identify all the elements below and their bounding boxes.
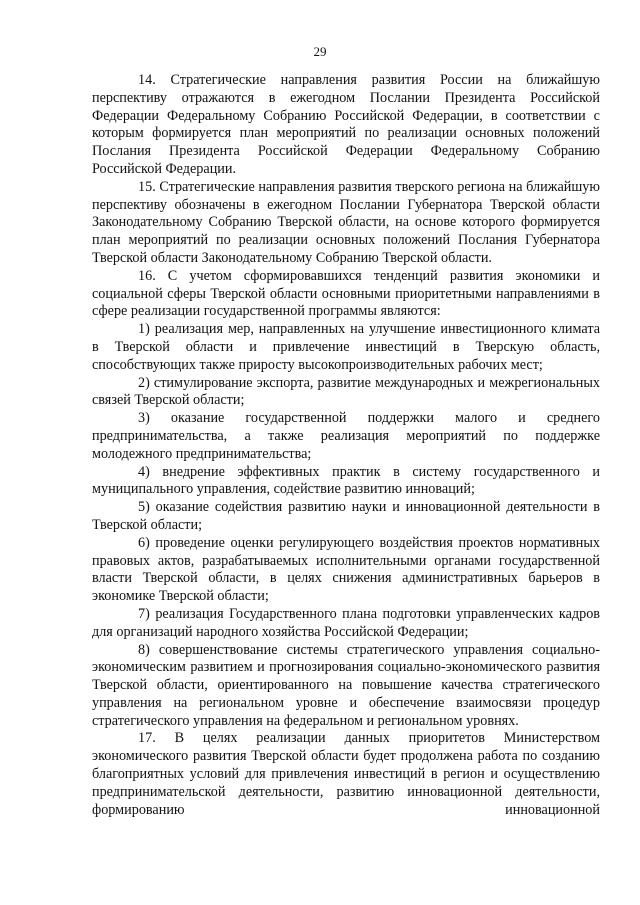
list-item-1: 1) реализация мер, направленных на улучшение инвестиционного климата в Тверской области и привлечение инвестиций в Тверскую область, способствующих также приросту высокопроизводительных рабочих мест; [92, 321, 600, 373]
list-item-3: 3) оказание государственной поддержки малого и среднего предпринимательства, а также реализация мероприятий по поддержке молодежного предпринимательства; [92, 410, 600, 462]
paragraph-17: 17. В целях реализации данных приоритетов Министерством экономического развития Тверской области будет продолжена работа по созданию благоприятных условий для привлечения инвестиций в регион и осуществлению предпринимательской деятельности, развитию инновационной деятельности, формированию инновационной [92, 730, 600, 818]
page-number: 29 [313, 44, 327, 59]
paragraph-15: 15. Стратегические направления развития тверского региона на ближайшую перспективу обозначены в ежегодном Послании Губернатора Тверской области Законодательному Собранию Тверской области, на основе которого формируется план мероприятий по реализации основных положений Послания Губернатора Тверской области Законодательному Собранию Тверской области. [92, 178, 600, 266]
list-item-5: 5) оказание содействия развитию науки и инновационной деятельности в Тверской области; [92, 499, 600, 533]
list-item-6: 6) проведение оценки регулирующего воздействия проектов нормативных правовых актов, разрабатываемых исполнительными органами государственной власти Тверской области, в целях снижения административных барьеров в экономике Тверской области; [92, 534, 600, 605]
list-item-4: 4) внедрение эффективных практик в систему государственного и муниципального управления, содействие развитию инноваций; [92, 463, 600, 498]
list-item-7: 7) реализация Государственного плана подготовки управленческих кадров для организаций народного хозяйства Российской Федерации; [92, 605, 600, 640]
paragraph-14: 14. Стратегические направления развития России на ближайшую перспективу отражаются в ежегодном Послании Президента Российской Федерации Федеральному Собранию Российской Федерации, в соответствии с которым формируется план мероприятий по реализации основных положений Послания Президента Российской Федерации Федеральному Собранию Российской Федерации. [92, 72, 600, 177]
list-item-8: 8) совершенствование системы стратегического управления социально-экономическим развитием и прогнозирования социально-экономического развития Тверской области, ориентированного на повышение качества стратегического управления на региональном уровне и обеспечение взаимосвязи процедур стратегического управления на федеральном и региональном уровнях. [92, 641, 600, 729]
document-body [92, 72, 600, 819]
list-item-2: 2) стимулирование экспорта, развитие международных и межрегиональных связей Тверской области; [92, 374, 600, 409]
paragraph-16: 16. С учетом сформировавшихся тенденций развития экономики и социальной сферы Тверской области основными приоритетными направлениями в сфере реализации государственной программы являются: [92, 267, 600, 320]
